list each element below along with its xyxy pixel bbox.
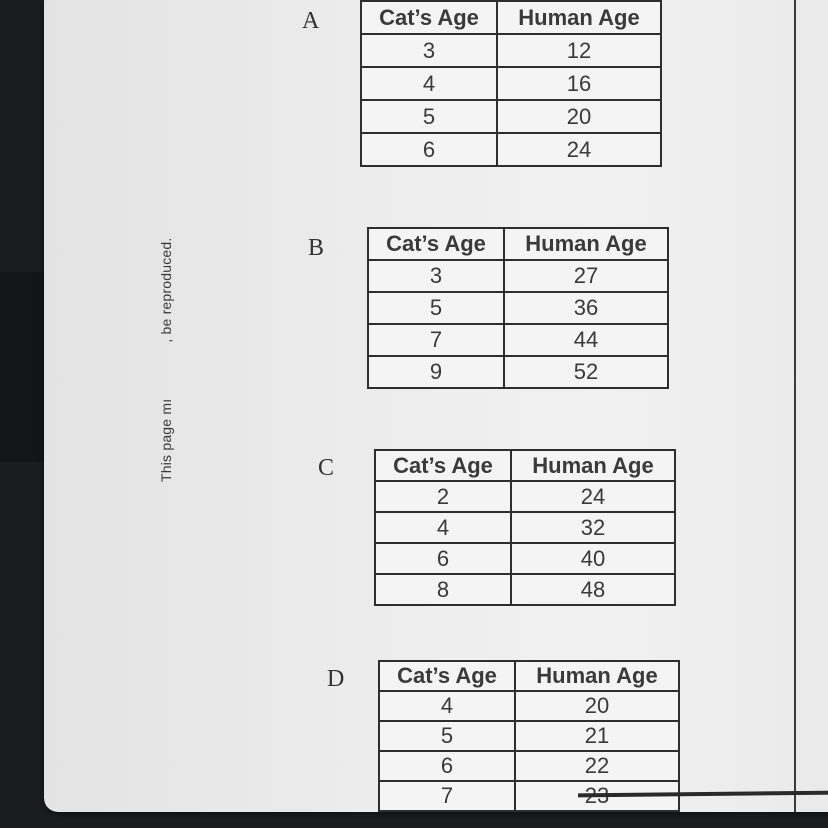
- header-cats-age: Cat’s Age: [379, 661, 515, 691]
- cat-age-cell: 7: [368, 324, 504, 356]
- table-row: [368, 292, 668, 324]
- option-c-letter[interactable]: C: [318, 455, 335, 481]
- human-age-cell: 12: [497, 34, 661, 67]
- option-c-table: [374, 449, 676, 606]
- option-d-letter[interactable]: D: [327, 666, 345, 692]
- human-age-cell: 24: [497, 133, 661, 166]
- human-age-cell: 21: [515, 721, 679, 751]
- human-age-cell: 20: [515, 691, 679, 721]
- cat-age-cell: 5: [361, 100, 497, 133]
- copyright-note-left: This page mı: [158, 398, 174, 482]
- cat-age-cell: 8: [375, 574, 511, 605]
- human-age-cell: 22: [515, 751, 679, 781]
- table-row: [379, 721, 679, 751]
- cat-age-cell: 3: [368, 260, 504, 292]
- cat-age-cell: 6: [361, 133, 497, 166]
- cat-age-cell: 4: [361, 67, 497, 100]
- cat-age-cell: 9: [368, 356, 504, 388]
- header-cats-age: Cat’s Age: [375, 450, 511, 481]
- human-age-cell: 36: [504, 292, 668, 324]
- table-header-row: [375, 450, 675, 481]
- human-age-cell: 24: [511, 481, 675, 512]
- header-cats-age: Cat’s Age: [361, 1, 497, 34]
- human-age-cell: 27: [504, 260, 668, 292]
- human-age-cell: 32: [511, 512, 675, 543]
- table-row: [375, 574, 675, 605]
- human-age-cell: 16: [497, 67, 661, 100]
- human-age-cell: 20: [497, 100, 661, 133]
- option-a-letter[interactable]: A: [302, 8, 320, 34]
- table-row: [375, 512, 675, 543]
- option-a-table: [360, 0, 662, 167]
- cat-age-cell: 5: [379, 721, 515, 751]
- header-cats-age: Cat’s Age: [368, 228, 504, 260]
- copyright-margin-note: [158, 238, 174, 483]
- copyright-note-right: , be reproduced.: [158, 237, 174, 343]
- table-header-row: [368, 228, 668, 260]
- table-row: [375, 543, 675, 574]
- device-bezel: [0, 272, 44, 462]
- cat-age-cell: 3: [361, 34, 497, 67]
- header-human-age: Human Age: [497, 1, 661, 34]
- cat-age-cell: 6: [375, 543, 511, 574]
- header-human-age: Human Age: [515, 661, 679, 691]
- cat-age-cell: 4: [375, 512, 511, 543]
- table-row: [375, 481, 675, 512]
- option-b-letter[interactable]: B: [308, 235, 325, 261]
- table-row: [368, 260, 668, 292]
- header-human-age: Human Age: [511, 450, 675, 481]
- cat-age-cell: 2: [375, 481, 511, 512]
- human-age-cell: 40: [511, 543, 675, 574]
- table-row: [361, 67, 661, 100]
- table-row: [361, 100, 661, 133]
- table-row: [368, 324, 668, 356]
- cat-age-cell: 5: [368, 292, 504, 324]
- option-d-table: [378, 660, 680, 812]
- table-row: [361, 34, 661, 67]
- cat-age-cell: 7: [379, 781, 515, 811]
- table-header-row: [379, 661, 679, 691]
- table-header-row: [361, 1, 661, 34]
- cat-age-cell: 6: [379, 751, 515, 781]
- table-row: [379, 751, 679, 781]
- table-row: [379, 691, 679, 721]
- header-human-age: Human Age: [504, 228, 668, 260]
- table-row: [368, 356, 668, 388]
- cat-age-cell: 4: [379, 691, 515, 721]
- human-age-cell: 52: [504, 356, 668, 388]
- human-age-cell: 48: [511, 574, 675, 605]
- table-row: [361, 133, 661, 166]
- human-age-cell: 44: [504, 324, 668, 356]
- page-divider-line: [794, 0, 796, 812]
- option-b-table: [367, 227, 669, 389]
